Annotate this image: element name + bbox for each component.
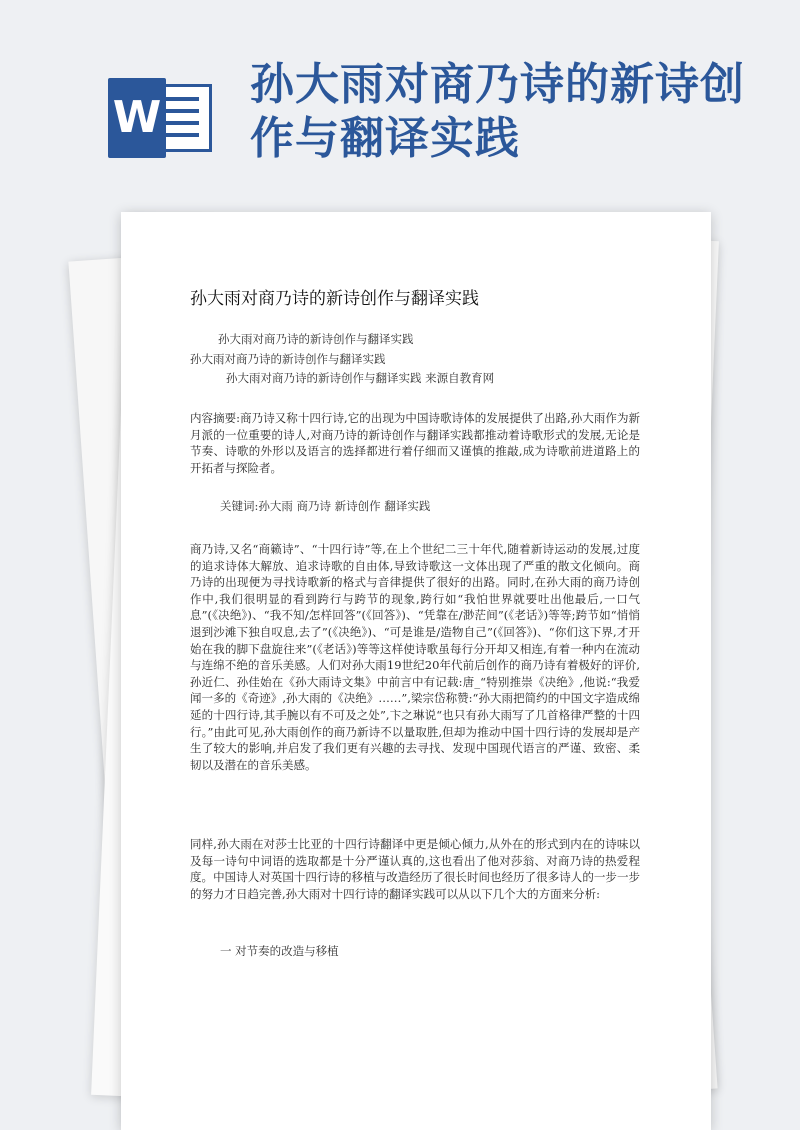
subtitle-line: 孙大雨对商乃诗的新诗创作与翻译实践 来源自教育网 [226, 371, 495, 385]
subtitle-line: 孙大雨对商乃诗的新诗创作与翻译实践 [190, 352, 386, 366]
subtitle-line: 孙大雨对商乃诗的新诗创作与翻译实践 [218, 332, 414, 346]
keywords-line: 关键词:孙大雨 商乃诗 新诗创作 翻译实践 [220, 499, 431, 513]
banner-title: 孙大雨对商乃诗的新诗创作与翻译实践 [250, 59, 745, 164]
word-document-icon [108, 78, 216, 158]
body-paragraph: 商乃诗,又名“商籁诗”、“十四行诗”等,在上个世纪二三十年代,随着新诗运动的发展,过度的追求诗体大解放、追求诗歌的自由体,导致诗歌这一文体出现了严重的散文化倾向。商乃诗的出现便为寻找诗歌新的格式与音律提供了很好的出路。同时,在孙大雨的商乃诗创作中,我们很明显的看到跨行与跨节的现象,跨行如“我怕世界就要吐出他最后,一口气息”(《决绝》)、“我不知/怎样回答”(《回答》)、“凭靠在/渺茫间”(《老话》)等等;跨节如“悄悄退到沙滩下独自叹息,去了”(《决绝》)、“可是谁是/造物自己”(《回答》)、“你们这下界,才开始在我的脚下盘旋往来”(《老话》)等等这样使诗歌虽每行分开却又相连,有着一种内在流动与连绵不绝的音乐美感。人们对孙大雨19世纪20年代前后创作的商乃诗有着极好的评价,孙近仁、孙佳始在《孙大雨诗文集》中前言中有记载:唐_“特别推崇《决绝》,他说:“我爱闻一多的《奇迹》,孙大雨的《决绝》……”,梁宗岱称赞:“孙大雨把简约的中国文字造成绵延的十四行诗,其手腕以有不可及之处”,卞之琳说“也只有孙大雨写了几首格律严整的十四行。”由此可见,孙大雨创作的商乃新诗不以量取胜,但却为推动中国十四行诗的发展却是产生了较大的影响,并启发了我们更有兴趣的去寻找、发现中国现代语言的严谨、致密、柔韧以及潜在的音乐美感。 [190, 542, 640, 772]
banner [0, 0, 800, 210]
abstract-paragraph: 内容摘要:商乃诗又称十四行诗,它的出现为中国诗歌诗体的发展提供了出路,孙大雨作为新月派的一位重要的诗人,对商乃诗的新诗创作与翻译实践都推动着诗歌形式的发展,无论是节奏、诗歌的外形以及语言的选择都进行着仔细而又谨慎的推敲,成为诗歌前进道路上的开拓者与探险者。 [190, 411, 640, 475]
document-page [121, 212, 711, 1130]
document-title: 孙大雨对商乃诗的新诗创作与翻译实践 [190, 289, 479, 309]
body-paragraph: 同样,孙大雨在对莎士比亚的十四行诗翻译中更是倾心倾力,从外在的形式到内在的诗味以及每一诗句中词语的选取都是十分严谨认真的,这也看出了他对莎翁、对商乃诗的热爱程度。中国诗人对英国十四行诗的移植与改造经历了很长时间也经历了很多诗人的一步一步的努力才日趋完善,孙大雨对十四行诗的翻译实践可以从以下几个大的方面来分析: [190, 837, 640, 901]
word-logo-letter: W [108, 78, 166, 158]
section-heading: 一 对节奏的改造与移植 [220, 944, 339, 958]
